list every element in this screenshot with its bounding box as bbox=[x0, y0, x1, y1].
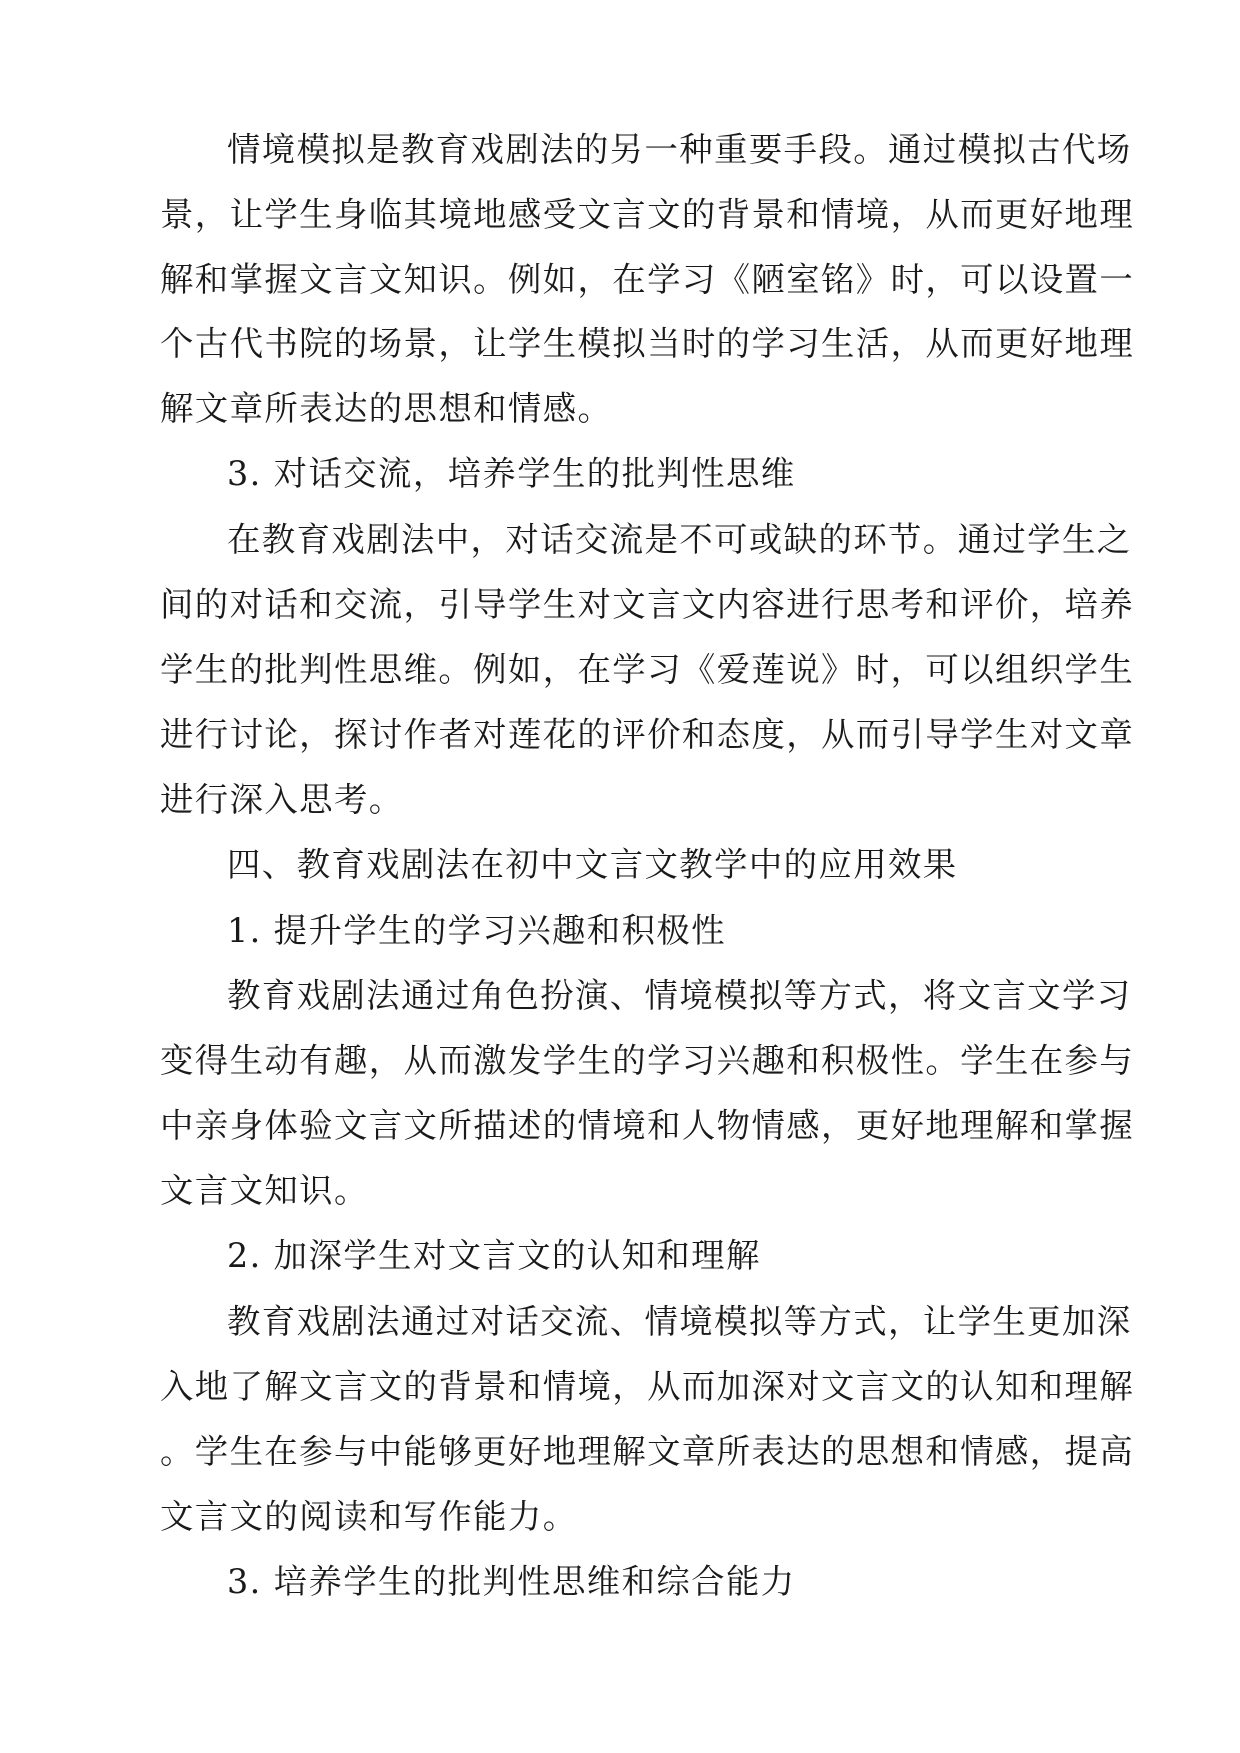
section-heading: 四、教育戏剧法在初中文言文教学中的应用效果 bbox=[227, 845, 958, 884]
section-heading: 3. 对话交流，培养学生的批判性思维 bbox=[227, 454, 796, 493]
paragraph-line: 情境模拟是教育戏剧法的另一种重要手段。通过模拟古代场 bbox=[227, 130, 1132, 169]
paragraph-line: 文言文知识。 bbox=[160, 1171, 369, 1210]
paragraph-line: 。学生在参与中能够更好地理解文章所表达的思想和情感，提高 bbox=[160, 1432, 1135, 1471]
paragraph-line: 教育戏剧法通过对话交流、情境模拟等方式，让学生更加深 bbox=[227, 1302, 1132, 1341]
document-page bbox=[160, 0, 1135, 1753]
paragraph-line: 入地了解文言文的背景和情境，从而加深对文言文的认知和理解 bbox=[160, 1367, 1135, 1406]
paragraph-line: 进行讨论，探讨作者对莲花的评价和态度，从而引导学生对文章 bbox=[160, 715, 1135, 754]
paragraph-line: 解和掌握文言文知识。例如，在学习《陋室铭》时，可以设置一 bbox=[160, 260, 1135, 299]
paragraph-line: 文言文的阅读和写作能力。 bbox=[160, 1497, 578, 1536]
paragraph-line: 在教育戏剧法中，对话交流是不可或缺的环节。通过学生之 bbox=[227, 520, 1132, 559]
section-heading: 1. 提升学生的学习兴趣和积极性 bbox=[227, 911, 726, 950]
paragraph-line: 间的对话和交流，引导学生对文言文内容进行思考和评价，培养 bbox=[160, 585, 1135, 624]
section-heading: 3. 培养学生的批判性思维和综合能力 bbox=[227, 1562, 796, 1601]
section-heading: 2. 加深学生对文言文的认知和理解 bbox=[227, 1236, 761, 1275]
paragraph-line: 个古代书院的场景，让学生模拟当时的学习生活，从而更好地理 bbox=[160, 324, 1135, 363]
paragraph-line: 变得生动有趣，从而激发学生的学习兴趣和积极性。学生在参与 bbox=[160, 1041, 1135, 1080]
paragraph-line: 学生的批判性思维。例如，在学习《爱莲说》时，可以组织学生 bbox=[160, 650, 1135, 689]
paragraph-line: 教育戏剧法通过角色扮演、情境模拟等方式，将文言文学习 bbox=[227, 976, 1132, 1015]
paragraph-line: 解文章所表达的思想和情感。 bbox=[160, 389, 613, 428]
paragraph-line: 进行深入思考。 bbox=[160, 780, 404, 819]
paragraph-line: 中亲身体验文言文所描述的情境和人物情感，更好地理解和掌握 bbox=[160, 1106, 1135, 1145]
paragraph-line: 景，让学生身临其境地感受文言文的背景和情境，从而更好地理 bbox=[160, 195, 1135, 234]
